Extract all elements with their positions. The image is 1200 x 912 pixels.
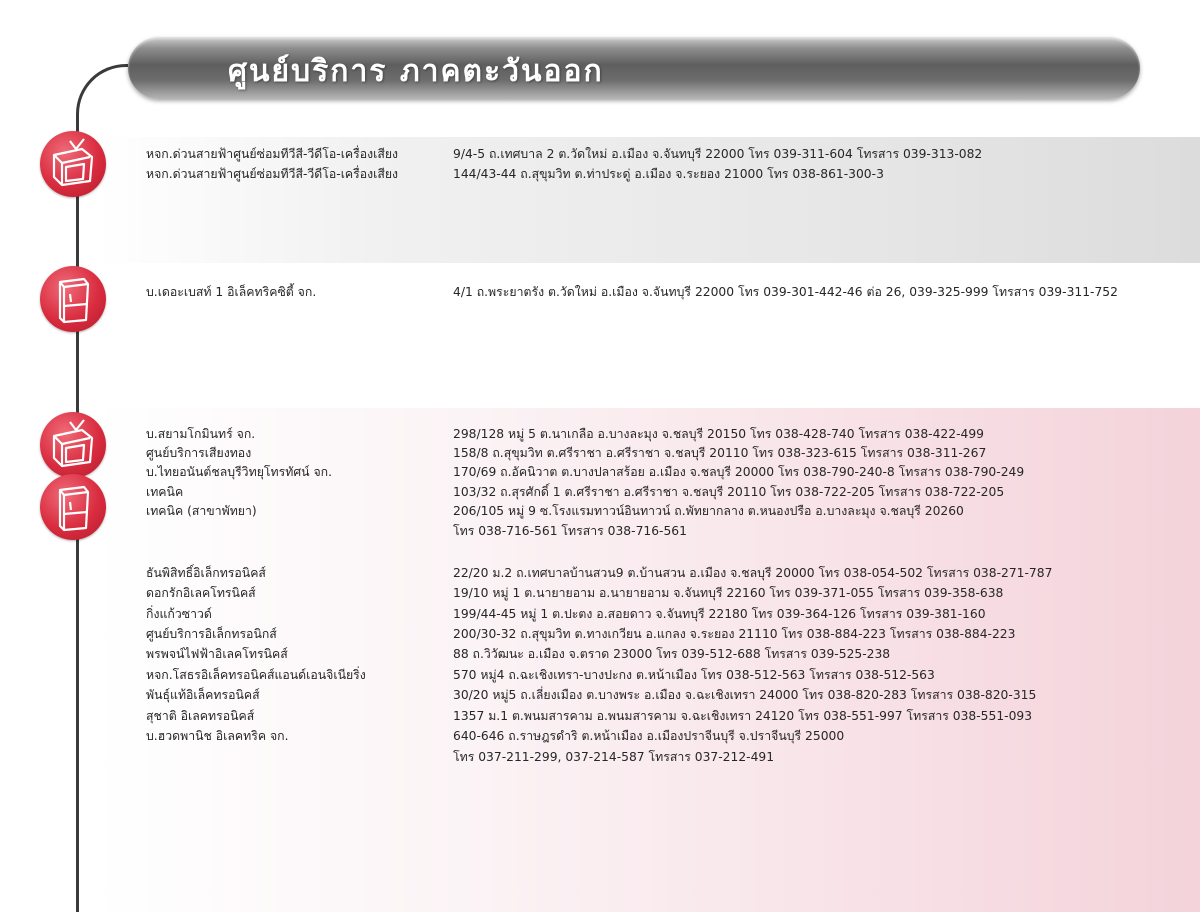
service-center-name: พรพจน์ไฟฟ้าอิเลคโทรนิคส์ <box>146 647 288 661</box>
service-center-name: เทคนิค <box>146 485 184 499</box>
service-center-name: กิ่งแก้วซาวด์ <box>146 607 212 621</box>
service-center-name: ศูนย์บริการอิเล็กทรอนิกส์ <box>146 627 277 641</box>
tv-icon <box>40 412 106 478</box>
service-center-name: บ.ไทยอนันต์ชลบุรีวิทยุโทรทัศน์ จก. <box>146 465 333 479</box>
service-center-address: 298/128 หมู่ 5 ต.นาเกลือ อ.บางละมุง จ.ชลบุรี 20150 โทร 038-428-740 โทรสาร 038-422-499 <box>453 427 984 441</box>
service-center-address: 206/105 หมู่ 9 ซ.โรงแรมทาวน์อินทาวน์ ถ.พัทยากลาง ต.หนองปรือ อ.บางละมุง จ.ชลบุรี 20260 <box>453 504 964 518</box>
page-title: ศูนย์บริการ ภาคตะวันออก <box>228 54 604 89</box>
service-center-name: หจก.ด่วนสายฟ้าศูนย์ซ่อมทีวีสี-วีดีโอ-เครื่องเสียง <box>146 147 399 161</box>
service-center-address: 570 หมู่4 ถ.ฉะเชิงเทรา-บางปะกง ต.หน้าเมือง โทร 038-512-563 โทรสาร 038-512-563 <box>453 668 935 682</box>
service-center-address: 144/43-44 ถ.สุขุมวิท ต.ท่าประดู่ อ.เมือง จ.ระยอง 21000 โทร 038-861-300-3 <box>453 167 884 181</box>
service-center-address: 1357 ม.1 ต.พนมสารคาม อ.พนมสารคาม จ.ฉะเชิงเทรา 24120 โทร 038-551-997 โทรสาร 038-551-093 <box>453 709 1033 723</box>
service-center-address: 199/44-45 หมู่ 1 ต.ปะตง อ.สอยดาว จ.จันทบุรี 22180 โทร 039-364-126 โทรสาร 039-381-160 <box>453 607 986 621</box>
service-center-name: สุชาติ อิเลคทรอนิคส์ <box>146 709 255 723</box>
service-center-address: 200/30-32 ถ.สุขุมวิท ต.ทางเกวียน อ.แกลง จ.ระยอง 21110 โทร 038-884-223 โทรสาร 038-884-223 <box>453 627 1016 641</box>
service-center-name: เทคนิค (สาขาพัทยา) <box>146 504 257 518</box>
service-center-address: 88 ถ.วิวัฒนะ อ.เมือง จ.ตราด 23000 โทร 039-512-688 โทรสาร 039-525-238 <box>453 647 891 661</box>
service-center-address: 170/69 ถ.อัคนิวาต ต.บางปลาสร้อย อ.เมือง จ.ชลบุรี 20000 โทร 038-790-240-8 โทรสาร 038-790-249 <box>453 465 1025 479</box>
service-center-address: 30/20 หมู่5 ถ.เลี่ยงเมือง ต.บางพระ อ.เมือง จ.ฉะเชิงเทรา 24000 โทร 038-820-283 โทรสาร 038-820-315 <box>453 688 1037 702</box>
refrigerator-icon <box>40 266 106 332</box>
service-center-name: หจก.โสธรอิเล็คทรอนิคส์แอนด์เอนจิเนียริ่ง <box>146 668 366 682</box>
service-center-name: ดอกรักอิเลคโทรนิคส์ <box>146 586 256 600</box>
service-center-name: หจก.ด่วนสายฟ้าศูนย์ซ่อมทีวีสี-วีดีโอ-เครื่องเสียง <box>146 167 399 181</box>
service-center-address: 22/20 ม.2 ถ.เทศบาลบ้านสวน9 ต.บ้านสวน อ.เมือง จ.ชลบุรี 20000 โทร 038-054-502 โทรสาร 038-271-787 <box>453 566 1053 580</box>
tv-icon <box>40 131 106 197</box>
service-center-address: 158/8 ถ.สุขุมวิท ต.ศรีราชา อ.ศรีราชา จ.ชลบุรี 20110 โทร 038-323-615 โทรสาร 038-311-267 <box>453 446 987 460</box>
service-center-name: บ.เดอะเบสท์ 1 อิเล็คทริคซิตี้ จก. <box>146 285 317 299</box>
service-center-address-continued: โทร 038-716-561 โทรสาร 038-716-561 <box>453 524 687 538</box>
service-center-name: บ.ฮวดพานิช อิเลคทริค จก. <box>146 729 289 743</box>
service-center-address: 9/4-5 ถ.เทศบาล 2 ต.วัดใหม่ อ.เมือง จ.จันทบุรี 22000 โทร 039-311-604 โทรสาร 039-313-082 <box>453 147 983 161</box>
service-center-address-continued: โทร 037-211-299, 037-214-587 โทรสาร 037-212-491 <box>453 750 775 764</box>
service-center-address: 4/1 ถ.พระยาตรัง ต.วัดใหม่ อ.เมือง จ.จันทบุรี 22000 โทร 039-301-442-46 ต่อ 26, 039-325-999 โทรสาร 039-311-752 <box>453 285 1118 299</box>
service-center-address: 640-646 ถ.ราษฎรดำริ ต.หน้าเมือง อ.เมืองปราจีนบุรี จ.ปราจีนบุรี 25000 <box>453 729 845 743</box>
service-center-name: บ.สยามโกมินทร์ จก. <box>146 427 256 441</box>
service-center-name: พันธุ์แท้อิเล็คทรอนิคส์ <box>146 688 260 702</box>
refrigerator-icon <box>40 474 106 540</box>
service-center-address: 19/10 หมู่ 1 ต.นายายอาม อ.นายายอาม จ.จันทบุรี 22160 โทร 039-371-055 โทรสาร 039-358-638 <box>453 586 1004 600</box>
service-center-name: ธันพิสิทธิ์อิเล็กทรอนิคส์ <box>146 566 266 580</box>
service-center-address: 103/32 ถ.สุรศักดิ์ 1 ต.ศรีราชา อ.ศรีราชา จ.ชลบุรี 20110 โทร 038-722-205 โทรสาร 038-722-205 <box>453 485 1005 499</box>
service-center-name: ศูนย์บริการเสียงทอง <box>146 446 252 460</box>
